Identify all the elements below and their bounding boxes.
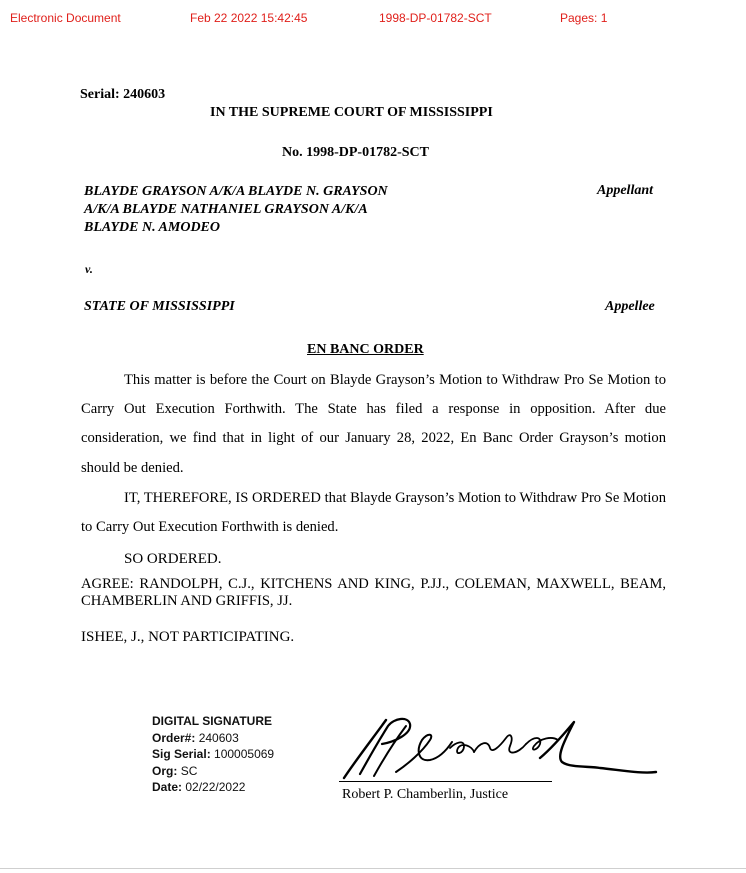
order-paragraph-1: This matter is before the Court on Blayde Grayson’s Motion to Withdraw Pro Se Motion to Carry Out Execution Forthwith. The State has filed a response in opposition. After due consideration, we find that in light of our January 28, 2022, En Banc Order Grayson’s motion should be denied. — [81, 372, 666, 476]
signer-name: Robert P. Chamberlin, Justice — [342, 787, 509, 802]
header-pages: Pages: 1 — [560, 11, 608, 25]
so-ordered: SO ORDERED. — [124, 551, 222, 567]
org-row: Org: SC — [152, 763, 198, 778]
appellee-name: STATE OF MISSISSIPPI — [84, 299, 235, 314]
order-number-row: Order#: 240603 — [152, 730, 239, 745]
handwritten-signature — [330, 712, 665, 792]
signature-line — [339, 781, 552, 782]
header-case-number: 1998-DP-01782-SCT — [379, 11, 492, 25]
court-title: IN THE SUPREME COURT OF MISSISSIPPI — [210, 105, 493, 120]
serial-number: Serial: 240603 — [80, 87, 166, 102]
sig-serial-value: 100005069 — [214, 747, 275, 761]
header-doc-type: Electronic Document — [10, 11, 121, 25]
docket-number: No. 1998-DP-01782-SCT — [282, 145, 429, 160]
agree-statement: AGREE: RANDOLPH, C.J., KITCHENS AND KING, P.JJ., COLEMAN, MAXWELL, BEAM, CHAMBERLIN AND GRIFFIS, JJ. — [81, 576, 666, 609]
appellant-line-3: BLAYDE N. AMODEO — [84, 220, 221, 235]
order-paragraph-2: IT, THEREFORE, IS ORDERED that Blayde Grayson’s Motion to Withdraw Pro Se Motion to Carry Out Execution Forthwith is denied. — [81, 490, 666, 536]
page-bottom-rule — [0, 868, 746, 869]
order-number-value: 240603 — [198, 730, 239, 745]
versus: v. — [85, 262, 93, 276]
appellant-name — [84, 183, 388, 237]
digital-signature-title: DIGITAL SIGNATURE — [152, 714, 272, 728]
org-value: SC — [180, 763, 198, 778]
header-timestamp: Feb 22 2022 15:42:45 — [190, 11, 308, 25]
document-header — [0, 11, 746, 27]
date-row: Date: 02/22/2022 — [152, 780, 246, 794]
appellant-line-2: A/K/A BLAYDE NATHANIEL GRAYSON A/K/A — [84, 202, 368, 217]
appellant-role: Appellant — [597, 183, 654, 198]
appellee-role: Appellee — [605, 299, 655, 314]
sig-serial-row: Sig Serial: 100005069 — [152, 747, 275, 761]
appellant-line-1: BLAYDE GRAYSON A/K/A BLAYDE N. GRAYSON — [84, 184, 388, 199]
not-participating: ISHEE, J., NOT PARTICIPATING. — [81, 629, 295, 645]
date-value: 02/22/2022 — [185, 780, 246, 794]
order-title: EN BANC ORDER — [307, 342, 424, 357]
digital-signature-block — [152, 713, 274, 796]
